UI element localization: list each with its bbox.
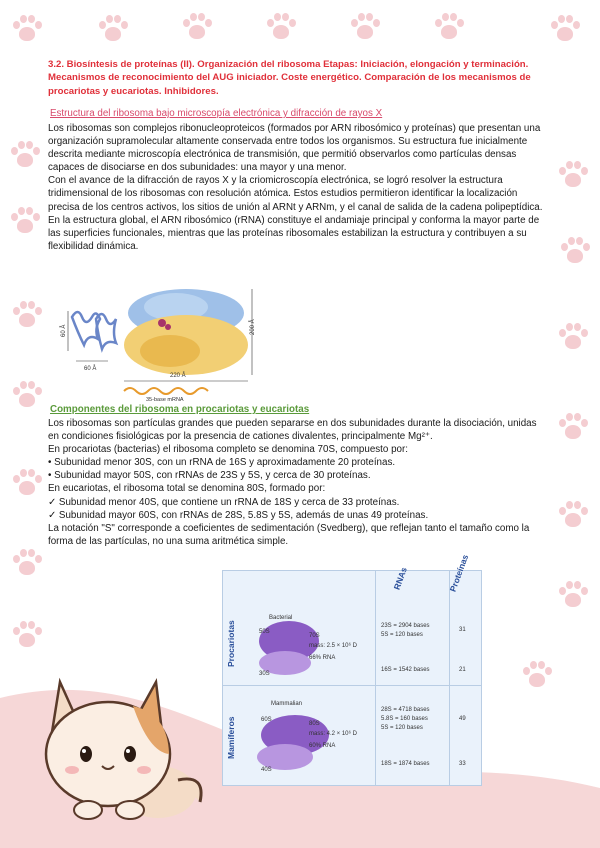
section2-line-6: ✓ Subunidad menor 40S, que contiene un rRNA de 18S y cerca de 33 proteínas. bbox=[48, 496, 400, 508]
label-60a-vertical: 60 Å bbox=[61, 324, 67, 337]
label-60a-horizontal: 60 Å bbox=[84, 366, 97, 372]
bacterial-ribosome-shape bbox=[255, 619, 325, 679]
label-200a: 200 Å bbox=[250, 319, 256, 335]
cat-illustration bbox=[38, 662, 208, 822]
ribosome-composition-figure bbox=[222, 553, 482, 786]
section2-line-7: ✓ Subunidad mayor 60S, con rRNAs de 28S, 5.8S y 5S, además de unas 49 proteínas. bbox=[48, 509, 429, 521]
label-220a: 220 Å bbox=[170, 373, 186, 379]
page-title: 3.2. Biosíntesis de proteínas (II). Organización del ribosoma Etapas: Iniciación, elongación y terminación. Mecanismos de reconocimiento del AUG iniciador. Coste energético. Comparación de los mecanismos de procariotas y eucariotas. Inhibidores. bbox=[48, 59, 531, 97]
bact-rna-large-2: 5S = 120 bases bbox=[381, 632, 423, 638]
section2-heading: Componentes del ribosoma en procariotas y eucariotas bbox=[50, 404, 310, 415]
bact-large-subunit: 50S bbox=[259, 629, 270, 635]
mam-rna-large-2: 5.8S = 160 bases bbox=[381, 716, 428, 722]
section1-heading: Estructura del ribosoma bajo microscopía electrónica y difracción de rayos X bbox=[50, 108, 383, 119]
section2-line-2: En procariotas (bacterias) el ribosoma completo se denomina 70S, compuesto por: bbox=[48, 444, 408, 456]
section2-line-8: La notación "S" corresponde a coeficientes de sedimentación (Svedberg), que reflejan tanto el tamaño como la forma de las partículas, no una suma aritmética simple. bbox=[48, 522, 530, 547]
bact-prot-large: 31 bbox=[459, 627, 466, 633]
mam-prot-small: 33 bbox=[459, 761, 466, 767]
section1-paragraph-1: Los ribosomas son complejos ribonucleoproteicos (formados por ARN ribosómico y proteínas) que presentan una organización supramolecular altamente conservada entre todos los organismos. Su estructura fue inicialmente descrita mediante microscopía electrónica de transmisión, que permitió observarlos como partículas densas capaces de disociarse en dos subunidades: una mayor y una menor. bbox=[48, 123, 541, 174]
bact-mass: mass: 2.5 × 10⁶ D bbox=[309, 643, 357, 649]
section2-line-1: Los ribosomas son partículas grandes que pueden separarse en dos subunidades durante la disociación, unidas en condiciones fisiológicas por la presencia de cationes divalentes, principalmente Mg²⁺. bbox=[48, 418, 537, 443]
section1-body bbox=[48, 122, 548, 253]
label-mrna: 35-base mRNA bbox=[146, 397, 184, 403]
row-label-procariotas: Procariotas bbox=[226, 620, 236, 667]
bact-whole: 70S bbox=[309, 633, 320, 639]
mam-small-subunit: 40S bbox=[261, 767, 272, 773]
column-header-proteins: Proteínas bbox=[447, 553, 471, 593]
mam-rna-large-1: 28S = 4718 bases bbox=[381, 707, 430, 713]
bact-small-subunit: 30S bbox=[259, 671, 270, 677]
mam-rna-percent: 60% RNA bbox=[309, 743, 336, 749]
bact-rna-small: 16S = 1542 bases bbox=[381, 667, 430, 673]
mam-large-subunit: 60S bbox=[261, 717, 272, 723]
mam-whole: 80S bbox=[309, 721, 320, 727]
row-label-mamiferos: Mamíferos bbox=[226, 716, 236, 759]
mam-name: Mammalian bbox=[271, 701, 303, 707]
section2-body bbox=[48, 417, 548, 548]
section2-line-4: • Subunidad mayor 50S, con rRNAs de 23S y 5S, y cerca de 30 proteínas. bbox=[48, 470, 371, 482]
mam-rna-small: 18S = 1874 bases bbox=[381, 761, 430, 767]
mam-prot-large: 49 bbox=[459, 716, 466, 722]
bact-prot-small: 21 bbox=[459, 667, 466, 673]
bact-rna-large-1: 23S = 2904 bases bbox=[381, 623, 430, 629]
column-header-rnas: RNAs bbox=[391, 565, 409, 591]
mam-mass: mass: 4.2 × 10⁶ D bbox=[309, 731, 357, 737]
section2-line-5: En eucariotas, el ribosoma total se denomina 80S, formado por: bbox=[48, 483, 326, 495]
section2-line-3: • Subunidad menor 30S, con un rRNA de 16S y aproximadamente 20 proteínas. bbox=[48, 457, 396, 469]
section1-paragraph-2: Con el avance de la difracción de rayos X y la criomicroscopía electrónica, se logró resolver la estructura tridimensional de los ribosomas con resolución atómica. Estos estudios permitieron identificar la localización precisa de los centros activos, los sitios de unión al ARNt y ARNm, y el canal de salida de la cadena polipeptídica. En la estructura global, el ARN ribosómico (rRNA) constituye el andamiaje principal y conforma la mayor parte de las superficies funcionales, mientras que las proteínas ribosomales estabilizan la estructura y contribuyen a su flexibilidad dinámica. bbox=[48, 175, 543, 252]
ribosome-structure-figure bbox=[58, 283, 258, 403]
bact-name: Bacterial bbox=[269, 615, 293, 621]
mam-rna-large-3: 5S = 120 bases bbox=[381, 725, 423, 731]
bact-rna-percent: 66% RNA bbox=[309, 655, 336, 661]
